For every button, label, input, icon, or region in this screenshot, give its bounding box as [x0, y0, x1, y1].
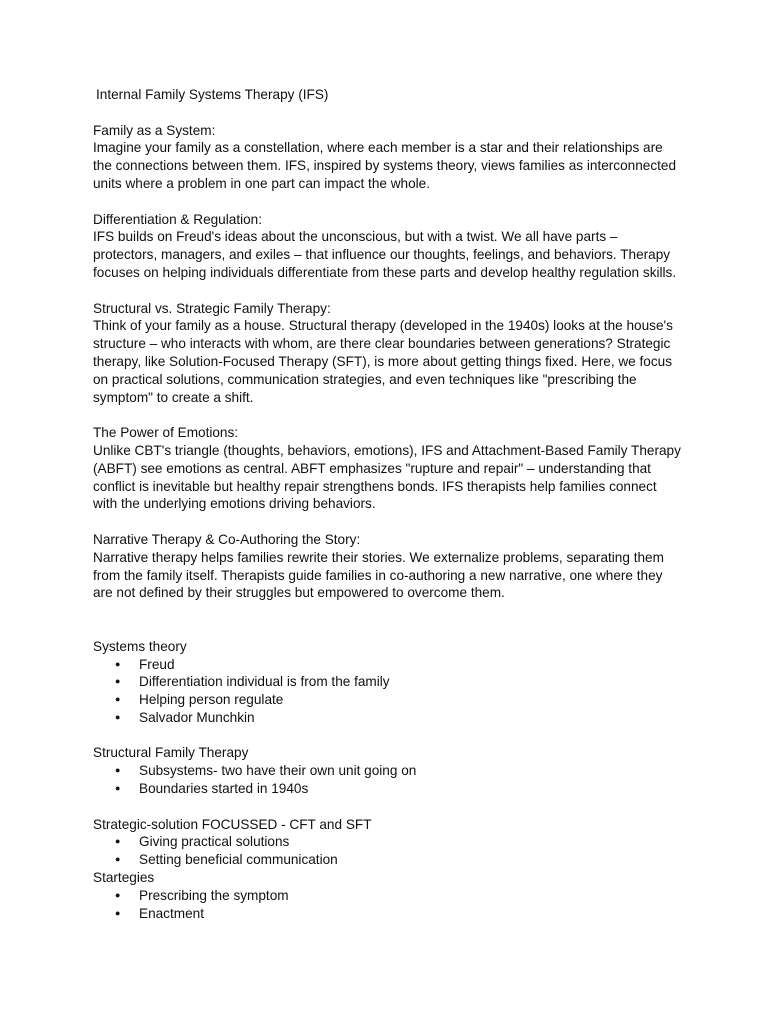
bullet-list: [93, 656, 683, 727]
bullet-list: [93, 762, 683, 798]
list-item: ● Setting beneficial communication: [93, 851, 683, 869]
notes-systems-theory: [93, 638, 683, 727]
notes-heading: Startegies: [93, 870, 155, 886]
section-family-as-system: [93, 122, 683, 193]
section-body: Imagine your family as a constellation, where each member is a star and their relationships are the connections between them. IFS, inspired by systems theory, views families as interconnected units where a problem in one part can impact the whole.: [93, 140, 677, 191]
list-item: ● Boundaries started in 1940s: [93, 780, 683, 798]
document-title: Internal Family Systems Therapy (IFS): [96, 87, 329, 102]
list-item: ● Subsystems- two have their own unit going on: [93, 762, 683, 780]
notes-strategic-solution: [93, 816, 683, 869]
blank-line: [93, 620, 683, 638]
section-body: Unlike CBT's triangle (thoughts, behaviors, emotions), IFS and Attachment-Based Family Therapy (ABFT) see emotions as central. ABFT emphasizes "rupture and repair" – understanding that conflict is inevitable but healthy repair strengthens bonds. IFS therapists help families connect with the underlying emotions driving behaviors.: [93, 442, 681, 512]
list-item: ● Freud: [93, 656, 683, 674]
notes-heading: Structural Family Therapy: [93, 745, 249, 761]
section-heading: The Power of Emotions:: [93, 425, 239, 441]
section-body: Think of your family as a house. Structural therapy (developed in the 1940s) looks at the house's structure – who interacts with whom, are there clear boundaries between generations? Strategic therapy, like Solution-Focused Therapy (SFT), is more about getting things fixed. Here, we focus on practical solutions, communication strategies, and even techniques like "prescribing the symptom" to create a shift.: [93, 318, 673, 405]
notes-heading: Systems theory: [93, 638, 187, 654]
notes-structural-family-therapy: [93, 744, 683, 797]
list-item: ● Salvador Munchkin: [93, 709, 683, 727]
section-structural-vs-strategic: [93, 300, 683, 407]
list-item: ● Helping person regulate: [93, 691, 683, 709]
section-heading: Differentiation & Regulation:: [93, 211, 263, 227]
bullet-list: [93, 887, 683, 923]
document-page: [93, 86, 683, 922]
bullet-list: [93, 833, 683, 869]
notes-strategies: [93, 869, 683, 922]
section-heading: Family as a System:: [93, 122, 216, 138]
list-item: ● Prescribing the symptom: [93, 887, 683, 905]
notes-heading: Strategic-solution FOCUSSED - CFT and SFT: [93, 816, 372, 832]
list-item: ● Giving practical solutions: [93, 833, 683, 851]
section-narrative-therapy: [93, 531, 683, 602]
list-item: ● Enactment: [93, 905, 683, 923]
section-heading: Structural vs. Strategic Family Therapy:: [93, 300, 331, 316]
section-differentiation-regulation: [93, 211, 683, 282]
section-body: Narrative therapy helps families rewrite their stories. We externalize problems, separating them from the family itself. Therapists guide families in co-authoring a new narrative, one where they are not defined by their struggles but empowered to overcome them.: [93, 549, 664, 601]
section-power-of-emotions: [93, 424, 683, 513]
section-body: IFS builds on Freud's ideas about the unconscious, but with a twist. We all have parts – protectors, managers, and exiles – that influence our thoughts, feelings, and behaviors. Therapy focuses on helping individuals differentiate from these parts and develop healthy regulation skills.: [93, 229, 677, 280]
list-item: ● Differentiation individual is from the family: [93, 673, 683, 691]
section-heading: Narrative Therapy & Co-Authoring the Story:: [93, 531, 361, 547]
